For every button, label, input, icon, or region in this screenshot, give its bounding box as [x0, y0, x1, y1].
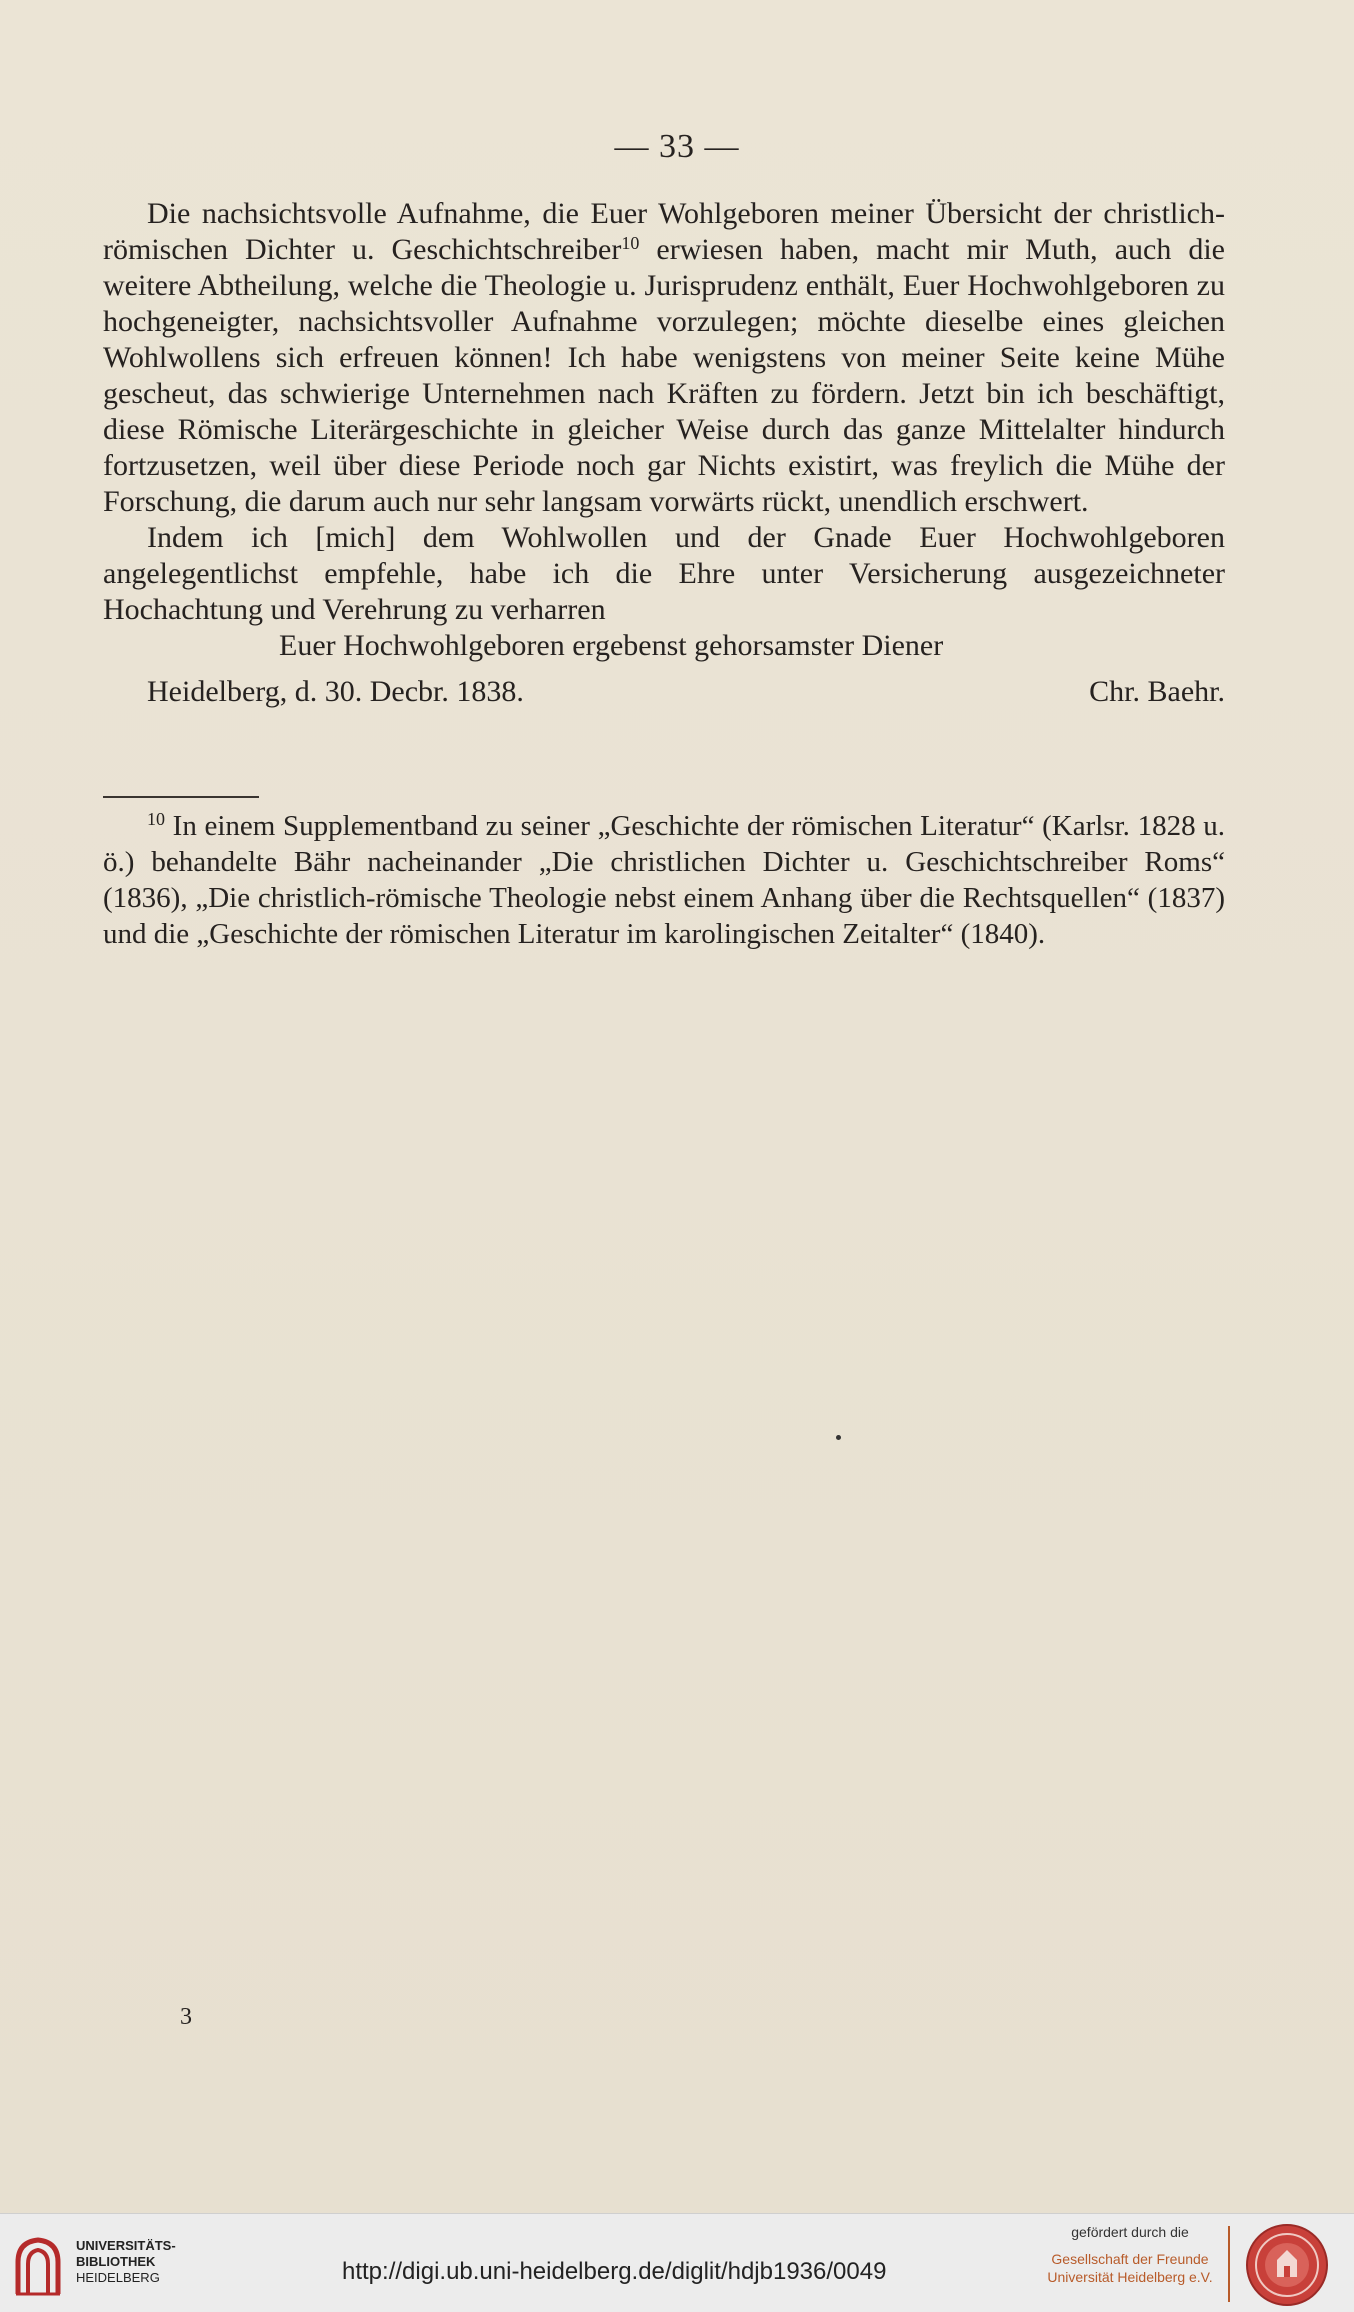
sponsor-name: [1040, 2250, 1220, 2286]
footnote-text: In einem Supplementband zu seiner „Geschichte der römischen Literatur“ (Karlsr. 1828 u. ö.) behandelte Bähr nacheinander „Die christlichen Dichter u. Geschichtschreiber Roms“ (1836), „Die christlich-römische Theologie nebst einem Anhang über die Rechtsquellen“ (1837) und die „Geschichte der römischen Literatur im karolingischen Zeitalter“ (1840).: [103, 810, 1225, 950]
library-name-line-1: UNIVERSITÄTS-: [76, 2238, 176, 2253]
footnote-reference: 10: [621, 233, 640, 253]
university-seal-icon: [1244, 2222, 1330, 2308]
paragraph-1-start: Die nachsichtsvolle Aufnahme, die Euer Wohlgeboren meiner Übersicht der christlich-römischen Dichter u. Geschichtschreiber: [103, 197, 1225, 266]
signature: Chr. Baehr.: [1089, 675, 1225, 708]
library-name-line-2: BIBLIOTHEK: [76, 2254, 156, 2269]
library-name-line-3: HEIDELBERG: [76, 2270, 160, 2285]
sponsor-line-2: Universität Heidelberg e.V.: [1047, 2269, 1213, 2285]
place-date: Heidelberg, d. 30. Decbr. 1838.: [147, 675, 524, 708]
footnote-number: 10: [147, 809, 165, 829]
signature-mark: 3: [180, 2004, 192, 2030]
library-logo-icon: [12, 2234, 64, 2300]
footnote-divider: [103, 796, 259, 798]
letter-body: [103, 196, 1225, 710]
footer-bar: [0, 2213, 1354, 2312]
library-name: [76, 2238, 176, 2286]
permalink-url[interactable]: http://digi.ub.uni-heidelberg.de/diglit/hdjb1936/0049: [342, 2258, 887, 2285]
footnote: [103, 808, 1225, 952]
page-number: — 33 —: [614, 128, 740, 165]
paragraph-1: [103, 196, 1225, 520]
ink-speck: [836, 1435, 841, 1440]
sponsor-line-1: Gesellschaft der Freunde: [1051, 2251, 1209, 2267]
signature-row: [103, 674, 1225, 710]
supported-by-label: gefördert durch die: [1071, 2224, 1189, 2240]
paragraph-2: Indem ich [mich] dem Wohlwollen und der Gnade Euer Hochwohlgeboren angelegentlichst empfehle, habe ich die Ehre unter Versicherung ausgezeichneter Hochachtung und Verehrung zu verharren: [103, 521, 1225, 626]
paragraph-1-continued: erwiesen haben, macht mir Muth, auch die weitere Abtheilung, welche die Theologie u. Jurisprudenz enthält, Euer Hochwohlgeboren zu hochgeneigter, nachsichtsvoller Aufnahme vorzulegen; möchte dieselbe eines gleichen Wohlwollens sich erfreuen können! Ich habe wenigstens von meiner Seite keine Mühe gescheut, das schwierige Unternehmen nach Kräften zu fördern. Jetzt bin ich beschäftigt, diese Römische Literärgeschichte in gleicher Weise durch das ganze Mittelalter hindurch fortzusetzen, weil über diese Periode noch gar Nichts existirt, was freylich die Mühe der Forschung, die darum auch nur sehr langsam vorwärts rückt, unendlich erschwert.: [103, 233, 1225, 518]
closing-formula: Euer Hochwohlgeboren ergebenst gehorsamster Diener: [279, 629, 944, 662]
footnote-paragraph: [103, 808, 1225, 952]
footer-divider: [1228, 2226, 1230, 2302]
